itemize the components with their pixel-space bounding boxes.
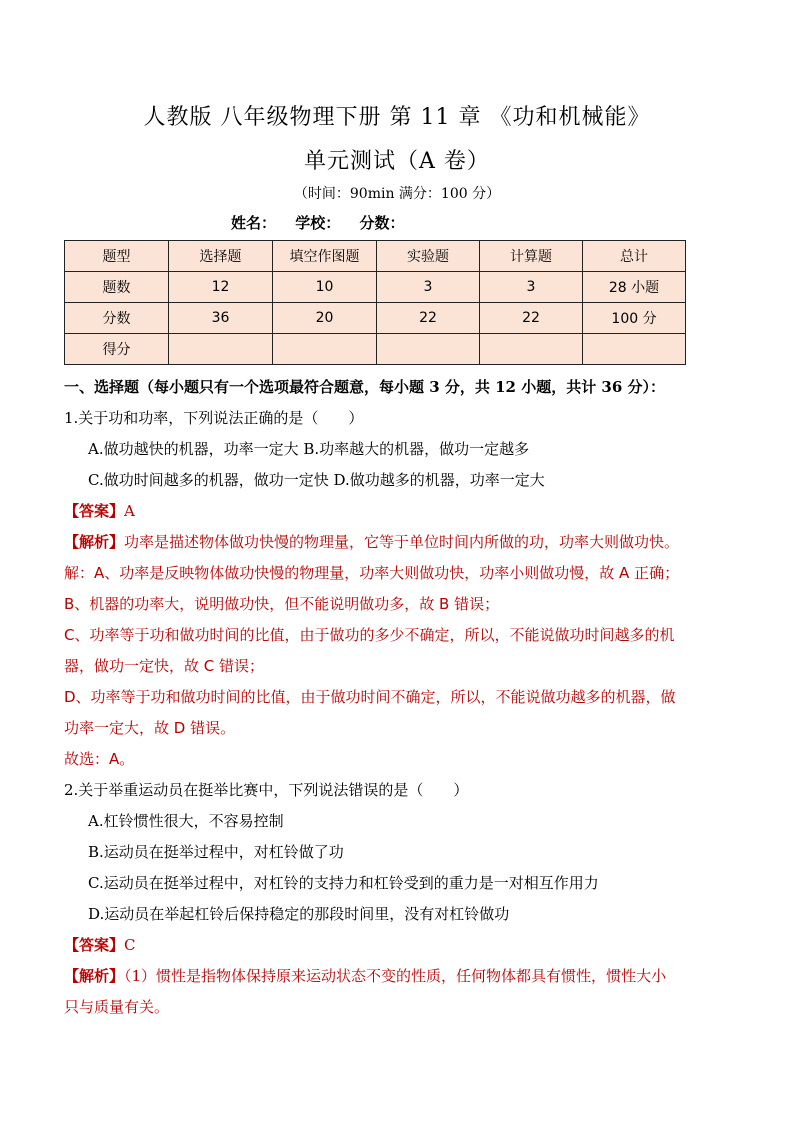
table-cell: 10 bbox=[273, 272, 377, 303]
name-field-label: 姓名： bbox=[231, 214, 277, 232]
document-subtitle: 单元测试（A 卷） bbox=[304, 149, 490, 174]
table-cell: 3 bbox=[480, 272, 583, 303]
question-2-option-a: A.杠铃惯性很大，不容易控制 bbox=[88, 812, 284, 830]
table-cell: 分数 bbox=[65, 303, 169, 334]
table-cell: 22 bbox=[480, 303, 583, 334]
table-cell: 100 分 bbox=[583, 303, 686, 334]
exam-meta: （时间：90min 满分：100 分） bbox=[293, 186, 501, 202]
table-cell: 12 bbox=[169, 272, 273, 303]
analysis-line: B、机器的功率大，说明做功快，但不能说明做功多，故 B 错误； bbox=[64, 595, 500, 613]
analysis-line: 功率一定大，故 D 错误。 bbox=[64, 719, 236, 737]
table-cell: 36 bbox=[169, 303, 273, 334]
question-2-option-c: C.运动员在挺举过程中，对杠铃的支持力和杠铃受到的重力是一对相互作用力 bbox=[88, 874, 599, 892]
question-1-stem: 1.关于功和功率，下列说法正确的是（ ） bbox=[64, 409, 364, 427]
question-2-option-d: D.运动员在举起杠铃后保持稳定的那段时间里，没有对杠铃做功 bbox=[88, 905, 510, 923]
document-title: 人教版 八年级物理下册 第 11 章 《功和机械能》 bbox=[143, 105, 651, 130]
school-field-label: 学校： bbox=[295, 214, 341, 232]
answer-tag: 【答案】 bbox=[64, 502, 125, 520]
analysis-line: 解：A、功率是反映物体做功快慢的物理量，功率大则做功快，功率小则做功慢，故 A 正确； bbox=[64, 564, 680, 582]
question-1-options-ab: A.做功越快的机器，功率一定大 B.功率越大的机器，做功一定越多 bbox=[88, 440, 530, 458]
analysis-line: C、功率等于功和做功时间的比值，由于做功的多少不确定，所以，不能说做功时间越多的机 bbox=[64, 626, 675, 644]
table-header-cell: 实验题 bbox=[377, 241, 480, 272]
question-1-analysis bbox=[64, 531, 679, 552]
student-fields bbox=[231, 212, 419, 233]
question-1-options-cd: C.做功时间越多的机器，做功一定快 D.做功越多的机器，功率一定大 bbox=[88, 471, 545, 489]
table-cell: 得分 bbox=[65, 334, 169, 365]
analysis-text: （1）惯性是指物体保持原来运动状态不变的性质，任何物体都具有惯性，惯性大小 bbox=[124, 967, 667, 985]
table-header-row bbox=[65, 241, 686, 272]
score-entry-cell[interactable] bbox=[583, 334, 686, 365]
analysis-text: 功率是描述物体做功快慢的物理量，它等于单位时间内所做的功，功率大则做功快。 bbox=[124, 533, 680, 551]
table-header-cell: 总计 bbox=[583, 241, 686, 272]
answer-value: C bbox=[124, 936, 136, 954]
table-row bbox=[65, 303, 686, 334]
answer-value: A bbox=[124, 502, 135, 520]
analysis-line: 只与质量有关。 bbox=[64, 998, 170, 1016]
analysis-tag: 【解析】 bbox=[64, 967, 125, 985]
question-2-stem: 2.关于举重运动员在挺举比赛中，下列说法错误的是（ ） bbox=[64, 781, 469, 799]
table-cell: 题数 bbox=[65, 272, 169, 303]
table-header-cell: 题型 bbox=[65, 241, 169, 272]
score-entry-cell[interactable] bbox=[377, 334, 480, 365]
score-table bbox=[64, 240, 686, 365]
table-header-cell: 填空作图题 bbox=[273, 241, 377, 272]
score-entry-cell[interactable] bbox=[480, 334, 583, 365]
question-2-option-b: B.运动员在挺举过程中，对杠铃做了功 bbox=[88, 843, 344, 861]
score-field-label: 分数： bbox=[359, 214, 405, 232]
table-row bbox=[65, 334, 686, 365]
table-cell: 28 小题 bbox=[583, 272, 686, 303]
analysis-line: 器，做功一定快，故 C 错误； bbox=[64, 657, 265, 675]
question-1-answer bbox=[64, 500, 135, 521]
table-cell: 22 bbox=[377, 303, 480, 334]
score-entry-cell[interactable] bbox=[273, 334, 377, 365]
analysis-tag: 【解析】 bbox=[64, 533, 125, 551]
section-heading: 一、选择题（每小题只有一个选项最符合题意，每小题 3 分，共 12 小题，共计 36 分）： bbox=[64, 378, 666, 396]
table-row bbox=[65, 272, 686, 303]
table-header-cell: 选择题 bbox=[169, 241, 273, 272]
table-cell: 20 bbox=[273, 303, 377, 334]
question-2-answer bbox=[64, 934, 136, 955]
question-2-analysis bbox=[64, 965, 666, 986]
answer-tag: 【答案】 bbox=[64, 936, 125, 954]
score-entry-cell[interactable] bbox=[169, 334, 273, 365]
analysis-line: D、功率等于功和做功时间的比值，由于做功时间不确定，所以，不能说做功越多的机器，做 bbox=[64, 688, 676, 706]
analysis-line: 故选：A。 bbox=[64, 750, 135, 768]
table-cell: 3 bbox=[377, 272, 480, 303]
table-header-cell: 计算题 bbox=[480, 241, 583, 272]
